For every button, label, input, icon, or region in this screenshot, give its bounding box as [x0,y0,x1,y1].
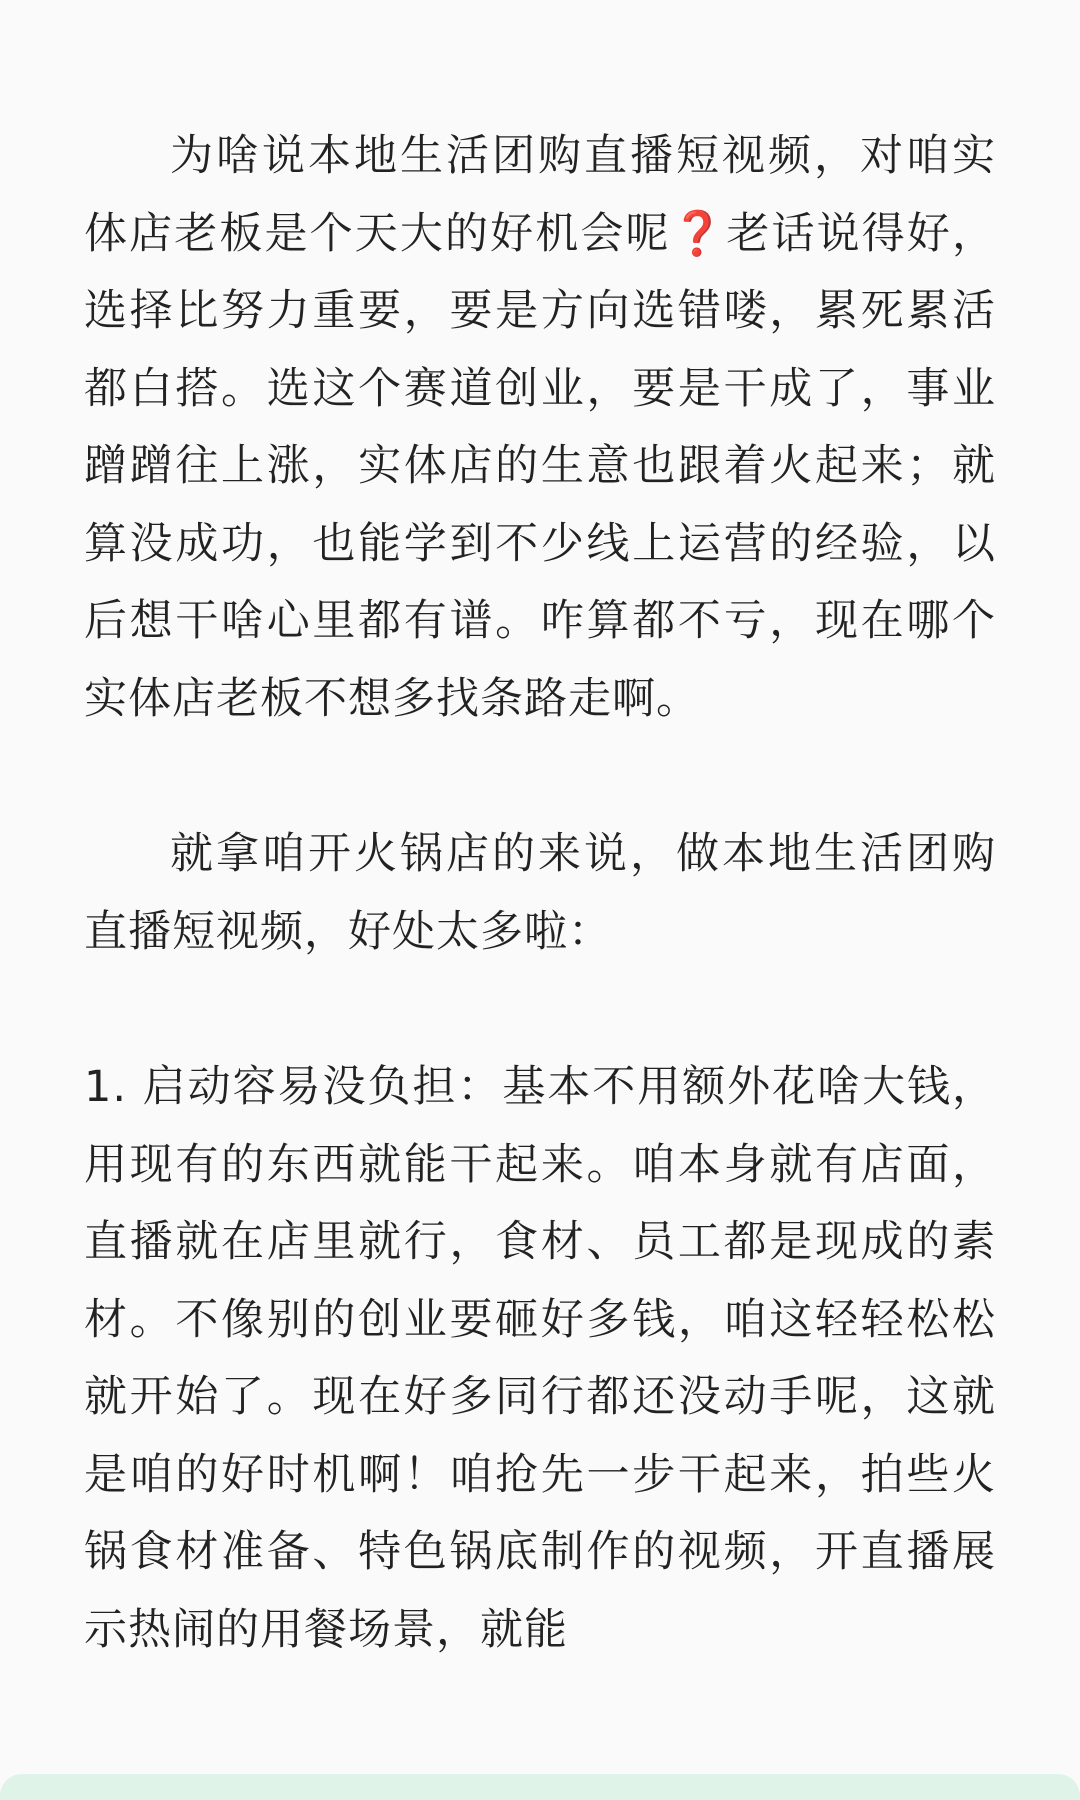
intro-text-part1: 为啥说本地生活团购直播短视频，对咱实体店老板是个天大的好机会呢 [84,131,996,259]
bottom-panel-edge [0,1774,1080,1800]
paragraph-intro [84,118,996,738]
article-body [84,118,996,1669]
paragraph-spacer [84,971,996,1049]
intro-text-part2: 老话说得好，选择比努力重要，要是方向选错喽，累死累活都白搭。选这个赛道创业，要是干成了，事业蹭蹭往上涨，实体店的生意也跟着火起来；就算没成功，也能学到不少线上运营的经验，以后想干啥心里都有谱。咋算都不亏，现在哪个实体店老板不想多找条路走啊。 [84,208,997,724]
red-question-mark-icon: ❓ [670,208,727,259]
paragraph-hotpot-example: 就拿咱开火锅店的来说，做本地生活团购直播短视频，好处太多啦： [84,829,996,957]
paragraph-spacer [84,738,996,816]
paragraph-point-1: 1. 启动容易没负担：基本不用额外花啥大钱，用现有的东西就能干起来。咱本身就有店面，直播就在店里就行，食材、员工都是现成的素材。不像别的创业要砸好多钱，咱这轻轻松松就开始了。现在好多同行都还没动手呢，这就是咱的好时机啊！咱抢先一步干起来，拍些火锅食材准备、特色锅底制作的视频，开直播展示热闹的用餐场景，就能 [84,1062,996,1655]
